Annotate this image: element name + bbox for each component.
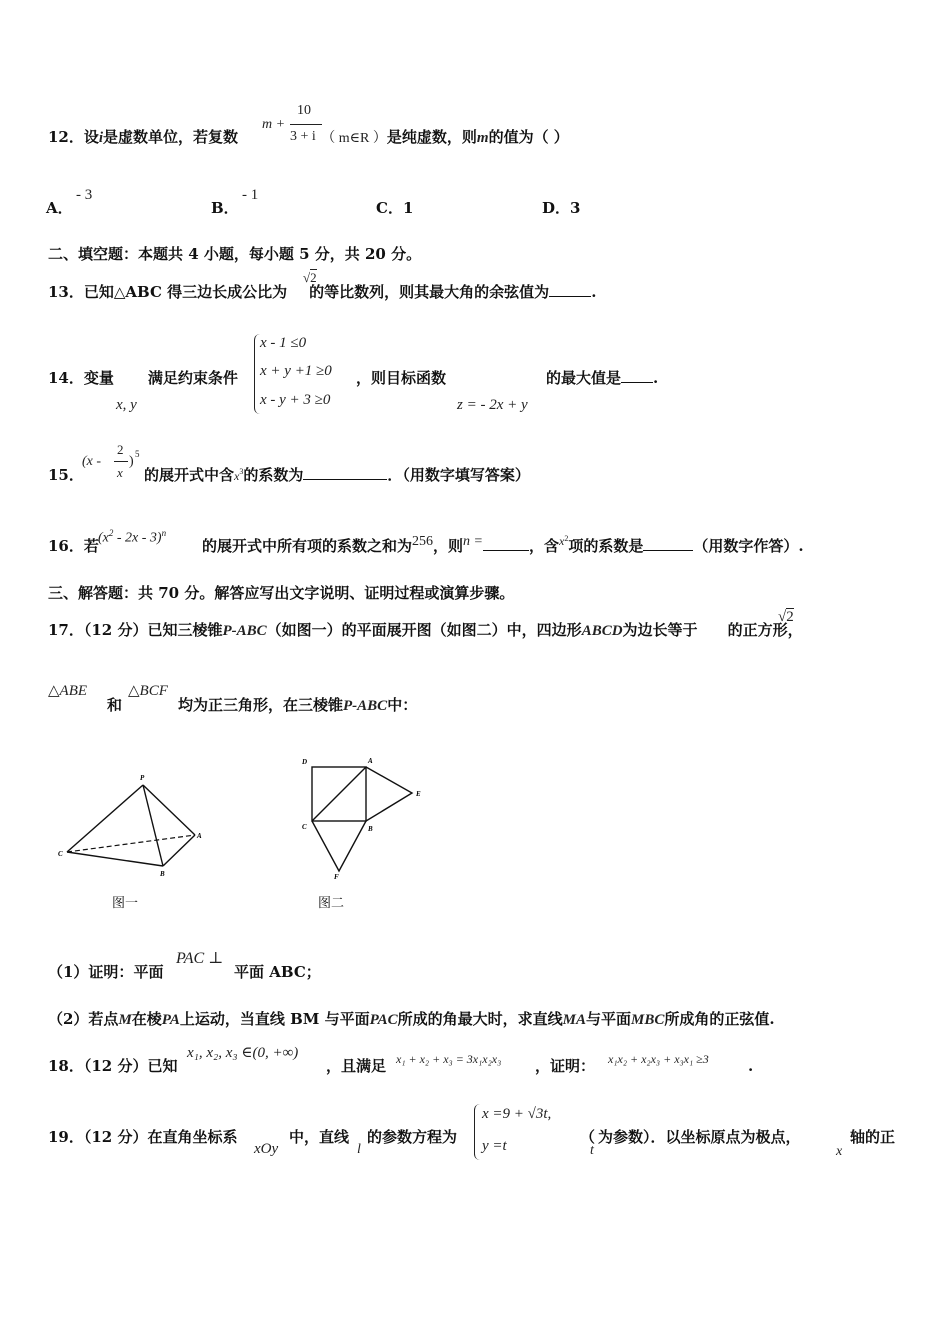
q14-text4: 的最大值是 <box>546 369 622 387</box>
q15-frac-num: 2 <box>117 442 124 457</box>
q17-p2a: （2）若点 <box>48 1010 119 1028</box>
q17-sqrt-value: 2 <box>786 609 794 625</box>
option-d-value: 3 <box>570 199 581 217</box>
q14-constraint-3: x - y + 3 ≥0 <box>260 392 331 408</box>
label-p: P <box>140 774 145 782</box>
q16-blank-n[interactable] <box>483 550 529 551</box>
section-2-title: 二、填空题：本题共 4 小题，每小题 5 分，共 20 分。 <box>48 245 422 263</box>
q17-p2-m: M <box>118 1012 132 1028</box>
q16-x-power: 2 <box>564 534 569 543</box>
label-d: D <box>302 758 308 766</box>
q17-t4: 的正方形， <box>727 621 803 639</box>
triangle-bcf <box>312 821 366 871</box>
q19-t1: 19．（12 分）在直角坐标系 <box>48 1128 238 1146</box>
q12-text2: 是纯虚数，则 <box>386 128 477 146</box>
q13-text2: 的等比数列，则其最大角的余弦值为 <box>309 283 550 301</box>
q17-p2d: 所成的角最大时，求直线 <box>397 1010 563 1028</box>
q13-sqrt: √2 <box>303 270 317 285</box>
q17-triangle-bcf: △BCF <box>128 683 168 699</box>
q18-inequality: x₁x₂ + x₂x₃ + x₃x₁ ≥3 <box>608 1052 709 1066</box>
q17-pabc2: P-ABC <box>343 698 388 714</box>
q17-part1-b: 平面 ABC； <box>234 963 321 981</box>
q15-number: 15． <box>48 466 84 484</box>
q14-blank[interactable] <box>621 382 653 383</box>
q15-frac-den: x <box>117 465 123 480</box>
edge-ba <box>163 835 195 866</box>
label-b2: B <box>368 825 373 833</box>
q14-text3: ，则目标函数 <box>356 369 447 387</box>
q16-text5: 项的系数是 <box>568 537 644 555</box>
q18-condition: x₁, x₂, x₃ ∈(0, +∞) <box>187 1045 299 1061</box>
q14-text2: 满足约束条件 <box>147 369 238 387</box>
q15-frac-bar <box>114 461 128 462</box>
q19-t6: 轴的正 <box>850 1128 896 1146</box>
q12-frac-bar <box>290 124 322 125</box>
option-c-value: 1 <box>402 199 414 217</box>
edge-cb <box>67 852 163 866</box>
figure-1-pyramid <box>55 770 215 880</box>
option-c-label: C． <box>376 199 403 217</box>
q19-l: l <box>357 1142 361 1157</box>
q17-triangle-abe: △ABE <box>48 683 88 699</box>
q16-body <box>202 534 804 555</box>
q17-p2e: 与平面 <box>586 1010 632 1028</box>
q12-option-a[interactable] <box>46 201 73 216</box>
q16-text4: ，含 <box>528 537 559 555</box>
q17-and: 和 <box>107 696 123 714</box>
q17-part1-a: （1）证明：平面 <box>48 963 164 981</box>
label-b: B <box>160 870 165 878</box>
question-14 <box>48 371 238 386</box>
q12-option-d[interactable] <box>542 201 580 216</box>
triangle-abe <box>366 767 412 821</box>
q16-text2: 的展开式中所有项的系数之和为 <box>202 537 413 555</box>
q17-p2b: 在棱 <box>131 1010 162 1028</box>
label-a: A <box>197 832 202 840</box>
q18-equation: x₁ + x₂ + x₃ = 3x₁x₂x₃ <box>396 1052 502 1066</box>
q17-t1: 17．（12 分）已知三棱锥 <box>48 621 223 639</box>
question-13 <box>48 285 596 300</box>
q14-vars: x, y <box>116 397 137 413</box>
q16-256: 256 <box>412 534 434 549</box>
q15-power: 5 <box>135 449 140 459</box>
q16-expr-b: - 2x - 3) <box>113 530 162 546</box>
q16-x: x <box>559 534 565 548</box>
q16-text1: 16．若 <box>48 537 99 555</box>
q16-blank-coef[interactable] <box>643 550 693 551</box>
q15-text3: ．（用数字填写答案） <box>387 466 530 484</box>
q19-t3: 的参数方程为 <box>367 1128 458 1146</box>
q18-t1: 18．（12 分）已知 <box>48 1057 178 1075</box>
q17-p2-mbc: MBC <box>631 1012 665 1028</box>
q12-number: 12．设 <box>48 128 99 146</box>
q12-i: i <box>98 130 104 146</box>
q18-end: . <box>748 1057 754 1075</box>
q14-constraint-2: x + y +1 ≥0 <box>260 363 332 379</box>
q17-pabc: P-ABC <box>222 623 267 639</box>
q17-part2 <box>48 1012 775 1028</box>
label-a2: A <box>368 757 373 765</box>
q19-t: t <box>590 1143 594 1158</box>
q12-m: m <box>476 130 489 146</box>
option-a-label: A． <box>46 199 73 217</box>
q19-t4: （ <box>580 1128 596 1146</box>
q15-text1: 的展开式中含 <box>144 466 235 484</box>
q14-text1: 14．变量 <box>48 369 114 387</box>
q15-binomial-left: (x - <box>82 454 102 469</box>
q12-frac-num: 10 <box>297 103 311 118</box>
label-c2: C <box>302 823 307 831</box>
q17-sqrt: √2 <box>778 609 794 625</box>
q15-blank[interactable] <box>303 479 387 480</box>
q12-frac-den: 3 + i <box>290 129 316 144</box>
label-e: E <box>416 790 421 798</box>
q14-constraint-1: x - 1 ≤0 <box>260 335 307 351</box>
q19-system: xOy <box>254 1141 279 1157</box>
q14-tail <box>546 371 658 386</box>
q16-text6: （用数字作答）. <box>693 537 804 555</box>
option-d-label: D． <box>542 199 571 217</box>
label-f: F <box>334 873 339 880</box>
q19-eq-1: x =9 + √3t, <box>482 1106 552 1122</box>
q12-option-b[interactable] <box>211 201 239 216</box>
q17-t3: 为边长等于 <box>622 621 698 639</box>
q15-binomial-right: ) <box>129 454 134 469</box>
edge-pa <box>143 785 195 835</box>
q14-objective: z = - 2x + y <box>457 397 528 413</box>
q13-sqrt-value: 2 <box>310 270 317 285</box>
edge-pb <box>143 785 163 866</box>
option-b-value: - 1 <box>242 187 259 203</box>
q17-p2-pa: PA <box>161 1012 180 1028</box>
edge-ca-hidden <box>67 835 195 852</box>
option-b-label: B． <box>211 199 239 217</box>
q17-t2: （如图一）的平面展开图（如图二）中，四边形 <box>266 621 582 639</box>
q16-expr-a: (x <box>98 530 109 546</box>
q12-option-c[interactable] <box>376 201 413 216</box>
option-a-value: - 3 <box>76 187 93 203</box>
q17-part1-math: PAC ⊥ <box>176 950 224 967</box>
q18-t3: ，证明： <box>535 1057 596 1075</box>
section-3-title: 三、解答题：共 70 分。解答应写出文字说明、证明过程或演算步骤。 <box>48 584 515 602</box>
q15-x: x <box>234 469 240 483</box>
figure-2-net <box>296 755 436 880</box>
figure-1-caption: 图一 <box>112 896 139 911</box>
q17-line2 <box>178 698 417 714</box>
q19-t2: 中，直线 <box>289 1128 350 1146</box>
q17-p2-ma: MA <box>562 1012 587 1028</box>
q17-abcd: ABCD <box>581 623 623 639</box>
q17-p2c: 上运动，当直线 BM 与平面 <box>179 1010 370 1028</box>
q17-p2f: 所成角的正弦值. <box>664 1010 775 1028</box>
q12-condition: （ m∈R ） <box>321 131 387 146</box>
q12-expr-m: m + <box>262 117 286 132</box>
q14-end: . <box>653 369 659 387</box>
q12-text3: 的值为（ ） <box>488 128 569 146</box>
q16-text3: ，则 <box>433 537 464 555</box>
q19-brace <box>474 1104 482 1160</box>
q17-t5: 均为正三角形，在三棱锥 <box>178 696 344 714</box>
q16-expr-n: n <box>161 528 167 538</box>
q18-t2: ，且满足 <box>326 1057 387 1075</box>
q17-p2-pac: PAC <box>369 1012 398 1028</box>
question-17 <box>48 623 803 639</box>
q16-n-eq: n = <box>463 534 483 549</box>
diagonal-ca <box>312 767 366 821</box>
q15-x-power: 3 <box>239 467 244 476</box>
q15-text2: 的系数为 <box>243 466 304 484</box>
q13-end: . <box>591 283 597 301</box>
edge-pc <box>67 785 143 852</box>
label-c: C <box>58 850 63 858</box>
q13-blank[interactable] <box>549 296 591 297</box>
q13-text1: 13．已知△ABC 得三边长成公比为 <box>48 283 288 301</box>
q19-eq-2: y =t <box>482 1138 507 1154</box>
q19-x: x <box>836 1144 843 1159</box>
q17-t6: 中： <box>387 696 418 714</box>
q19-t5: 为参数）．以坐标原点为极点， <box>598 1128 801 1146</box>
q15-body <box>144 468 530 483</box>
q16-expr-pow: 2 <box>108 528 114 538</box>
figure-2-caption: 图二 <box>318 896 345 911</box>
q12-text1: 是虚数单位，若复数 <box>103 128 239 146</box>
q16-expression <box>98 529 166 546</box>
